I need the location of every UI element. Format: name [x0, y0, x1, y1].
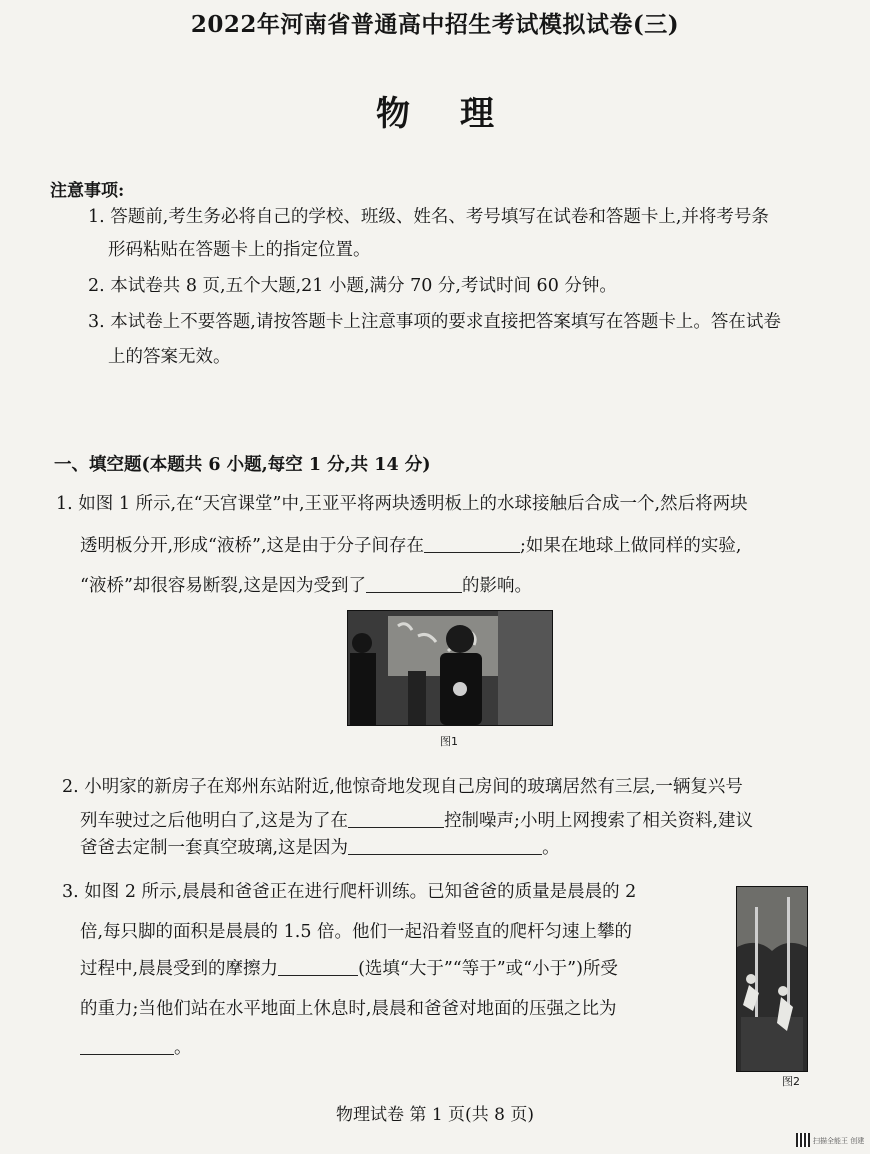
q3-line-3 — [80, 957, 618, 981]
q1-line-3 — [80, 574, 532, 598]
scanner-qr-icon — [796, 1133, 810, 1147]
notice-item-3-line-2: 上的答案无效。 — [108, 347, 231, 367]
q2-line-2-text-a: 列车驶过之后他明白了,这是为了在 — [80, 811, 349, 831]
q3-line-2: 倍,每只脚的面积是晨晨的 1.5 倍。他们一起沿着竖直的爬杆匀速上攀的 — [80, 922, 633, 942]
exam-title: 2022年河南省普通高中招生考试模拟试卷(三) — [190, 11, 680, 38]
notice-item-3-line-1: 3. 本试卷上不要答题,请按答题卡上注意事项的要求直接把答案填写在答题卡上。答在试卷 — [88, 312, 781, 332]
q3-line-3-text-b: (选填“大于”“等于”或“小于”)所受 — [358, 959, 618, 979]
notice-item-1-line-1: 1. 答题前,考生务必将自己的学校、班级、姓名、考号填写在试卷和答题卡上,并将考号条 — [88, 207, 769, 227]
q1-line-2-text-b: ;如果在地球上做同样的实验, — [520, 536, 742, 556]
q1-line-2-text-a: 透明板分开,形成“液桥”,这是由于分子间存在 — [80, 536, 425, 556]
q3-blank-2 — [80, 1036, 174, 1055]
q2-line-3-text-a: 爸爸去定制一套真空玻璃,这是因为 — [80, 838, 349, 858]
q1-line-1: 1. 如图 1 所示,在“天宫课堂”中,王亚平将两块透明板上的水球接触后合成一个,然后将两块 — [56, 494, 748, 514]
notice-heading: 注意事项: — [50, 181, 125, 201]
q2-line-2-text-b: 控制噪声;小明上网搜索了相关资料,建议 — [444, 811, 754, 831]
q1-line-2 — [80, 534, 742, 558]
q3-line-1: 3. 如图 2 所示,晨晨和爸爸正在进行爬杆训练。已知爸爸的质量是晨晨的 2 — [62, 882, 637, 902]
q2-line-2 — [80, 809, 753, 833]
q2-line-3 — [80, 836, 560, 860]
scanner-watermark: 扫描全能王 创建 — [813, 1137, 865, 1145]
notice-item-2: 2. 本试卷共 8 页,五个大题,21 小题,满分 70 分,考试时间 60 分钟。 — [88, 276, 617, 296]
figure-2-illustration — [737, 887, 807, 1071]
figure-1-photo — [347, 610, 553, 726]
page-footer: 物理试卷 第 1 页(共 8 页) — [336, 1105, 534, 1125]
q1-line-3-text-a: “液桥”却很容易断裂,这是因为受到了 — [80, 576, 366, 596]
q1-line-3-text-b: 的影响。 — [461, 576, 532, 596]
q3-blank-1 — [278, 957, 358, 976]
figure-1-caption: 图1 — [440, 735, 458, 748]
q2-blank-2 — [348, 836, 542, 855]
q3-line-3-text-a: 过程中,晨晨受到的摩擦力 — [80, 959, 279, 979]
q2-line-3-text-b: 。 — [542, 838, 560, 858]
q2-blank-1 — [348, 809, 444, 828]
q3-line-5 — [80, 1036, 192, 1060]
figure-1-illustration — [348, 611, 552, 725]
figure-2-photo — [736, 886, 808, 1072]
subject-title: 物理 — [376, 94, 544, 134]
q1-blank-1 — [424, 534, 520, 553]
q3-line-5-text: 。 — [174, 1038, 192, 1058]
section-1-heading: 一、填空题(本题共 6 小题,每空 1 分,共 14 分) — [54, 455, 431, 475]
q1-blank-2 — [366, 574, 462, 593]
q2-line-1: 2. 小明家的新房子在郑州东站附近,他惊奇地发现自己房间的玻璃居然有三层,一辆复兴号 — [62, 777, 743, 797]
notice-item-1-line-2: 形码粘贴在答题卡上的指定位置。 — [108, 240, 371, 260]
figure-2-caption: 图2 — [782, 1075, 800, 1088]
q3-line-4: 的重力;当他们站在水平地面上休息时,晨晨和爸爸对地面的压强之比为 — [80, 999, 617, 1019]
